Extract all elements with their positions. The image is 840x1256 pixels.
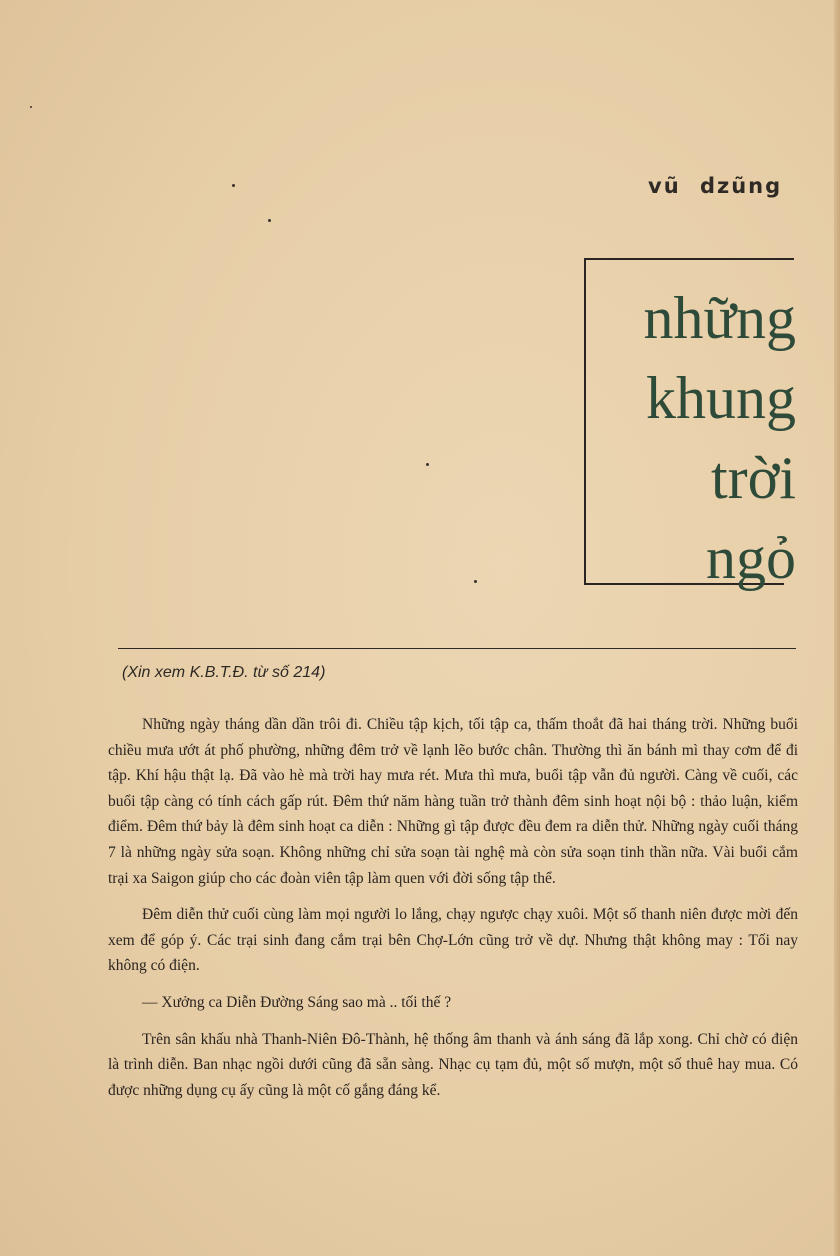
paragraph: Trên sân khấu nhà Thanh-Niên Đô-Thành, hệ thống âm thanh và ánh sáng đã lắp xong. Chỉ chờ có điện là trình diễn. Ban nhạc ngồi dưới cũng đã sẵn sàng. Nhạc cụ tạm đủ, một số mượn, một số thuê hay mua. Có được những dụng cụ ấy cũng là một cố gắng đáng kể. (108, 1030, 798, 1099)
paragraph: Những ngày tháng dần dần trôi đi. Chiều tập kịch, tối tập ca, thấm thoắt đã hai tháng trời. Những buổi chiều mưa ướt át phố phường, những đêm trở về lạnh lẽo bước chân. Thường thì ăn bánh mì thay cơm để đi tập. Khí hậu thật lạ. Đã vào hè mà trời hay mưa rét. Mưa thì mưa, buổi tập vẫn đủ người. Càng về cuối, các buổi tập càng có tính cách gấp rút. Đêm thứ năm hàng tuần trở thành đêm sinh hoạt nội bộ : thảo luận, kiểm điểm. Đêm thứ bảy là đêm sinh hoạt ca diễn : Những gì tập được đều đem ra diễn thử. Những ngày cuối tháng 7 là những ngày sửa soạn. Không những chỉ sửa soạn tài nghệ mà còn sửa soạn tinh thần nữa. Vài buổi cắm trại xa Saigon giúp cho các đoàn viên tập làm quen với đời sống tập thể. (108, 716, 798, 887)
article-title (600, 278, 796, 598)
horizontal-rule (118, 648, 796, 649)
paper-speck (426, 463, 429, 466)
title-line: ngỏ (706, 525, 796, 591)
dialogue-line: — Xưởng ca Diễn Đường Sáng sao mà .. tối thế ? (142, 993, 452, 1011)
paper-speck (268, 219, 271, 222)
paragraph: Đêm diễn thử cuối cùng làm mọi người lo lắng, chạy ngược chạy xuôi. Một số thanh niên được mời đến xem để góp ý. Các trại sinh đang cắm trại bên Chợ-Lớn cũng trở về dự. Nhưng thật không may : Tối nay không có điện. (108, 906, 798, 975)
author-name: vũ dzũng (648, 174, 783, 198)
article-body (108, 712, 798, 1114)
paper-speck (232, 184, 235, 187)
paper-speck (474, 580, 477, 583)
title-line: những (643, 285, 796, 351)
page-edge (834, 0, 840, 1256)
paper-speck (30, 106, 32, 108)
title-line: khung (646, 365, 796, 431)
title-line: trời (710, 445, 796, 511)
continuation-reference: (Xin xem K.B.T.Đ. từ số 214) (122, 664, 326, 681)
